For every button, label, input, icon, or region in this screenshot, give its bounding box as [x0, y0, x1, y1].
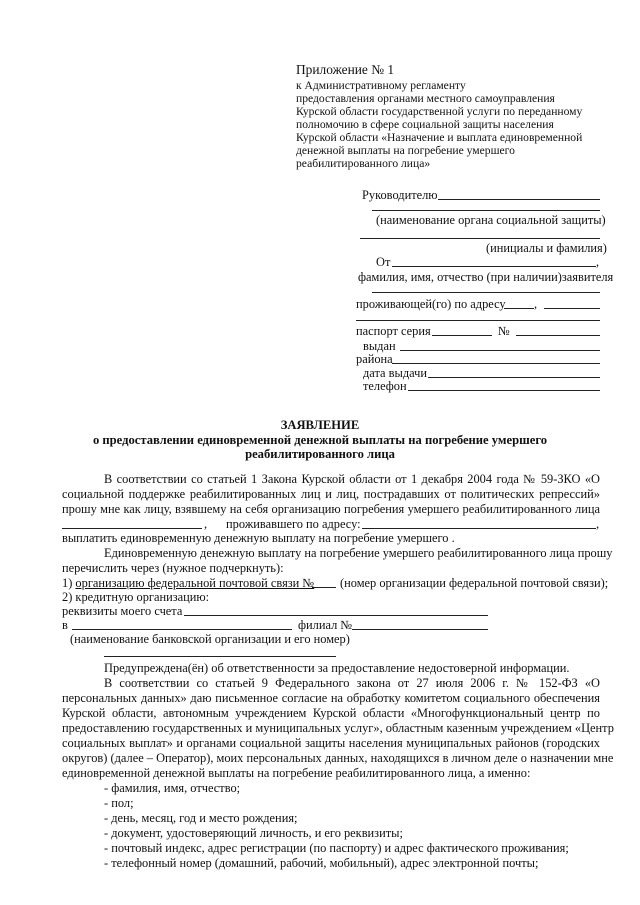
- paragraph-line: В соответствии со статьей 1 Закона Курской области от 1 декабря 2004 года № 59-ЗКО «О: [104, 472, 600, 486]
- postal-number-caption: (номер организации федеральной почтовой связи);: [340, 576, 609, 590]
- appendix-line: к Административному регламенту: [296, 79, 466, 92]
- appendix-line: реабилитированного лица»: [296, 157, 431, 170]
- list-item: - телефонный номер (домашний, рабочий, мобильный), адрес электронной почты;: [104, 856, 539, 870]
- deceased-address-label: проживавшего по адресу:: [226, 517, 361, 531]
- account-input[interactable]: [184, 615, 488, 616]
- appendix-number: Приложение № 1: [296, 62, 395, 77]
- from-label: От: [376, 255, 391, 269]
- head-label: Руководителю: [362, 188, 438, 202]
- paragraph-line: социальных выплат» и органами социальной защиты населения муниципальных районов (городских: [62, 736, 600, 750]
- document-title: ЗАЯВЛЕНИЕ: [280, 418, 360, 432]
- paragraph-line: перечислить через (нужное подчеркнуть):: [62, 561, 284, 575]
- list-item: - фамилия, имя, отчество;: [104, 781, 241, 795]
- postal-number-input[interactable]: [312, 587, 336, 588]
- document-subtitle: о предоставлении единовременной денежной выплаты на погребение умершего: [92, 433, 548, 447]
- bank-in-label: в: [62, 618, 68, 632]
- deceased-name-input[interactable]: [62, 528, 202, 529]
- signature-line[interactable]: [104, 656, 336, 657]
- document-subtitle: реабилитированного лица: [245, 447, 395, 461]
- list-item: - почтовый индекс, адрес регистрации (по паспорту) и адрес фактического проживания;: [104, 841, 569, 855]
- option-postal-label: организацию федеральной почтовой связи: [75, 576, 300, 590]
- paragraph-line: персональных данных» даю письменное согласие на обработку комитетом социального обеспечения: [62, 691, 600, 705]
- address-input-line[interactable]: [504, 308, 534, 309]
- paragraph-line: выплатить единовременную денежную выплату на погребение умершего .: [62, 531, 455, 545]
- paragraph-line: В соответствии со статьей 9 Федерального закона от 27 июля 2006 г. № 152-ФЗ «О: [104, 676, 600, 690]
- organ-caption: (наименование органа социальной защиты): [376, 213, 606, 227]
- district-input-line[interactable]: [392, 363, 600, 364]
- appendix-line: денежной выплаты на погребение умершего: [296, 144, 515, 157]
- initials-caption: (инициалы и фамилия): [486, 241, 607, 255]
- paragraph-line: прошу мне как лицу, взявшему на себя организацию погребения умершего реабилитированного лица: [62, 502, 600, 516]
- issue-date-label: дата выдачи: [363, 366, 427, 380]
- appendix-line: предоставления органами местного самоуправления: [296, 92, 555, 105]
- paragraph-line: Единовременную денежную выплату на погребение умершего реабилитированного лица прошу: [104, 546, 613, 560]
- district-label: района: [356, 352, 393, 366]
- address-input-line[interactable]: [544, 308, 600, 309]
- issue-date-input[interactable]: [428, 377, 600, 378]
- document-page: Приложение № 1 к Административному регламенту предоставления органами местного самоуправления Курской области государственной услуги по переданному полномочию в сфере социальной защиты населения Курской области «Назначение и выплата единовременной денежной выплаты на погребение умершего реабилитированного лица» Руководителю (наименование органа социальной защиты) (инициалы и фамилия) От , фамилия, имя, отчество (при наличии)заявителя проживающей(го) по адресу , паспорт серия № выдан района дата выдачи телефон ЗАЯВЛЕНИЕ о предоставлении единовременной денежной выплаты на погребение умершего реабилитированного лица В соответствии со статьей 1 Закона Курской области от 1 декабря 2004 года № 59-ЗКО «О социальной поддержке реабилитированных лиц и лиц, пострадавших от политических репрессий» прошу мне как лицу, взявшему на себя организацию погребения умершего реабилитированного лица , проживавшего по адресу: , выплатить единовременную денежную выплату на погребение умершего . Единовременную денежную выплату на погребение умершего реабилитированного лица прошу перечислить через (нужное подчеркнуть): 1) организацию федеральной почтовой связи № (номер организации федеральной почтовой связи); 2) кредитную организацию: реквизиты моего счета в филиал № (наименование банковской организации и его номер) Предупреждена(ён) об ответственности за предоставление недостоверной информации. В соответствии со статьей 9 Федерального закона от 27 июля 2006 г. № 152-ФЗ «О персональных данных» даю письменное согласие на обработку комитетом социального обеспечения Курской области, автономным учреждением Курской области «Многофункциональный центр по предоставлению государственных и муниципальных услуг», областным казенным учреждением «Центр социальных выплат» и органами социальной защиты населения муниципальных районов (городских округов) (далее – Оператор), моих персональных данных, находящихся в личном деле о назначении мне единовременной денежной выплаты на погребение реабилитированного лица, а именно: - фамилия, имя, отчество; - пол; - день, месяц, год и место рождения; - документ, удостоверяющий личность, и его реквизиты; - почтовый индекс, адрес регистрации (по паспорту) и адрес фактического проживания; - телефонный номер (домашний, рабочий, мобильный), адрес электронной почты;: [0, 0, 640, 905]
- head-input-line[interactable]: [438, 199, 600, 200]
- bank-name-input[interactable]: [72, 629, 292, 630]
- passport-number-input[interactable]: [516, 335, 600, 336]
- appendix-line: полномочию в сфере социальной защиты населения: [296, 118, 554, 131]
- applicant-extra-line[interactable]: [372, 292, 600, 293]
- list-item: - день, месяц, год и место рождения;: [104, 811, 298, 825]
- list-item: - документ, удостоверяющий личность, и его реквизиты;: [104, 826, 403, 840]
- passport-series-input[interactable]: [432, 335, 492, 336]
- issued-input-line[interactable]: [400, 350, 600, 351]
- issued-label: выдан: [363, 339, 396, 353]
- initials-input-line[interactable]: [360, 238, 600, 239]
- branch-number-input[interactable]: [352, 629, 488, 630]
- passport-number-label: №: [498, 324, 510, 338]
- from-caption: фамилия, имя, отчество (при наличии)заявителя: [358, 270, 614, 284]
- paragraph-line: округов) (далее – Оператор), моих персональных данных, находящихся в личном деле о назначении мне: [62, 751, 614, 765]
- organ-input-line[interactable]: [372, 210, 600, 211]
- appendix-line: Курской области государственной услуги по переданному: [296, 105, 583, 118]
- warning-text: Предупреждена(ён) об ответственности за предоставление недостоверной информации.: [104, 661, 570, 675]
- bank-caption: (наименование банковской организации и его номер): [70, 632, 350, 646]
- paragraph-line: единовременной денежной выплаты на погребение реабилитированного лица, а именно:: [62, 766, 531, 780]
- option-postal[interactable]: 1) организацию федеральной почтовой связи №: [62, 576, 315, 590]
- list-item: - пол;: [104, 796, 134, 810]
- option-credit-org[interactable]: 2) кредитную организацию:: [62, 590, 210, 604]
- branch-label: филиал №: [298, 618, 353, 632]
- phone-label: телефон: [363, 379, 407, 393]
- paragraph-line: предоставлению государственных и муниципальных услуг», областным казенным учреждением «Центр: [62, 721, 614, 735]
- address-label: проживающей(го) по адресу: [356, 297, 506, 311]
- phone-input[interactable]: [408, 390, 600, 391]
- address-input-line[interactable]: [356, 320, 600, 321]
- account-label: реквизиты моего счета: [62, 604, 183, 618]
- from-input-line[interactable]: [392, 266, 596, 267]
- paragraph-line: социальной поддержке реабилитированных лиц и лиц, пострадавших от политических репрессий»: [62, 487, 600, 501]
- appendix-line: Курской области «Назначение и выплата единовременной: [296, 131, 583, 144]
- paragraph-line: Курской области, автономным учреждением Курской области «Многофункциональный центр по: [62, 706, 600, 720]
- deceased-address-input[interactable]: [362, 528, 596, 529]
- passport-series-label: паспорт серия: [356, 324, 431, 338]
